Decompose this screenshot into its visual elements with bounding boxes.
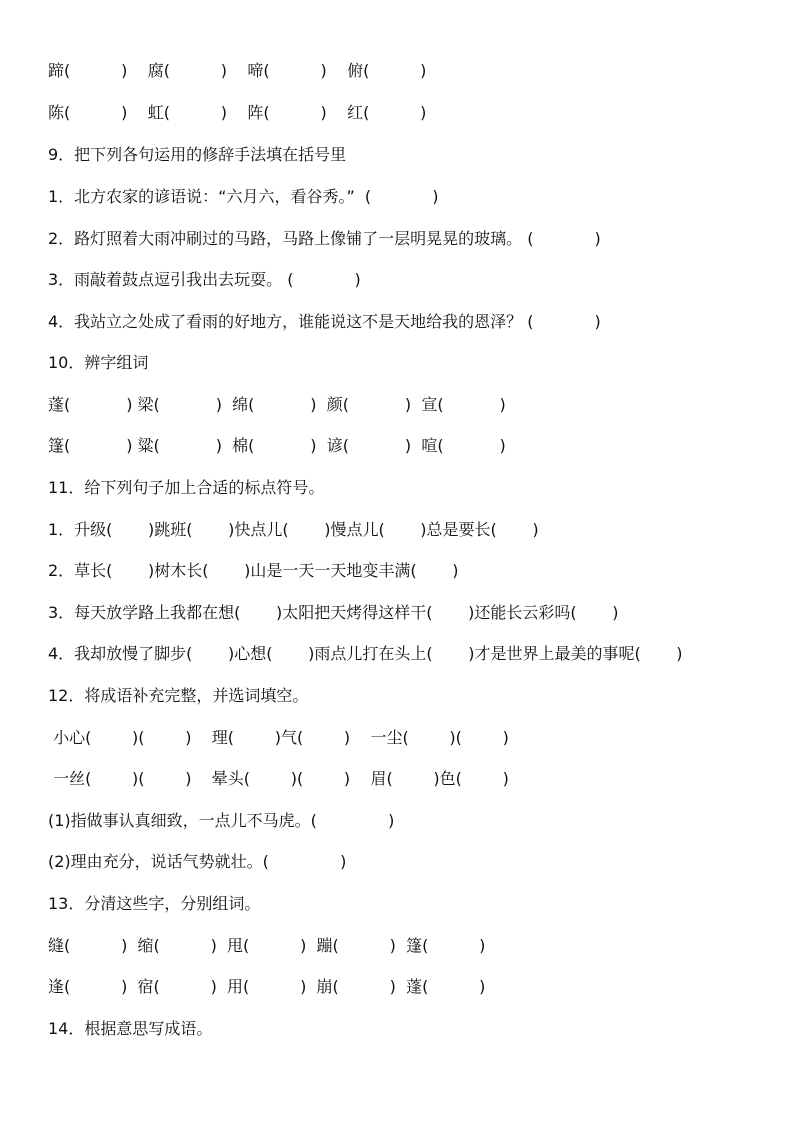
question-12-fill-1: (1)指做事认真细致，一点儿不马虎。( ) <box>48 811 395 830</box>
question-11-item-3: 3．每天放学路上我都在想( )太阳把天烤得这样干( )还能长云彩吗( ) <box>48 603 619 622</box>
question-9-item-3: 3．雨敲着鼓点逗引我出去玩耍。 ( ) <box>48 270 361 289</box>
char-pairs-row-1: 蹄( ) 腐( ) 啼( ) 俯( ) <box>48 61 427 80</box>
question-11-item-4: 4．我却放慢了脚步( )心想( )雨点儿打在头上( )才是世界上最美的事呢( ) <box>48 644 683 663</box>
question-12-idioms-row-2: 一丝( )( ) 晕头( )( ) 眉( )色( ) <box>48 769 509 788</box>
char-pairs-row-2: 陈( ) 虹( ) 阵( ) 红( ) <box>48 103 427 122</box>
question-9-title: 9．把下列各句运用的修辞手法填在括号里 <box>48 145 347 164</box>
question-11-title: 11．给下列句子加上合适的标点符号。 <box>48 478 325 497</box>
question-9-item-4: 4．我站立之处成了看雨的好地方，谁能说这不是天地给我的恩泽？ ( ) <box>48 312 601 331</box>
question-9-item-1: 1．北方农家的谚语说：“六月六，看谷秀。” ( ) <box>48 187 439 206</box>
question-9-item-2: 2．路灯照着大雨冲刷过的马路，马路上像铺了一层明晃晃的玻璃。 ( ) <box>48 229 601 248</box>
question-12-idioms-row-1: 小心( )( ) 理( )气( ) 一尘( )( ) <box>48 728 509 747</box>
question-10-title: 10．辨字组词 <box>48 353 149 372</box>
question-10-row-2: 篷( ) 粱( ) 棉( ) 谚( ) 喧( ) <box>48 436 506 455</box>
question-13-title: 13．分清这些字，分别组词。 <box>48 894 261 913</box>
question-10-row-1: 蓬( ) 梁( ) 绵( ) 颜( ) 宣( ) <box>48 395 506 414</box>
question-11-item-1: 1．升级( )跳班( )快点儿( )慢点儿( )总是要长( ) <box>48 520 539 539</box>
question-11-item-2: 2．草长( )树木长( )山是一天一天地变丰满( ) <box>48 561 459 580</box>
question-13-row-1: 缝( ) 缩( ) 甩( ) 蹦( ) 篷( ) <box>48 936 486 955</box>
question-14-title: 14．根据意思写成语。 <box>48 1019 213 1038</box>
question-12-title: 12．将成语补充完整，并选词填空。 <box>48 686 309 705</box>
question-12-fill-2: (2)理由充分，说话气势就壮。( ) <box>48 852 347 871</box>
question-13-row-2: 逢( ) 宿( ) 用( ) 崩( ) 蓬( ) <box>48 977 486 996</box>
